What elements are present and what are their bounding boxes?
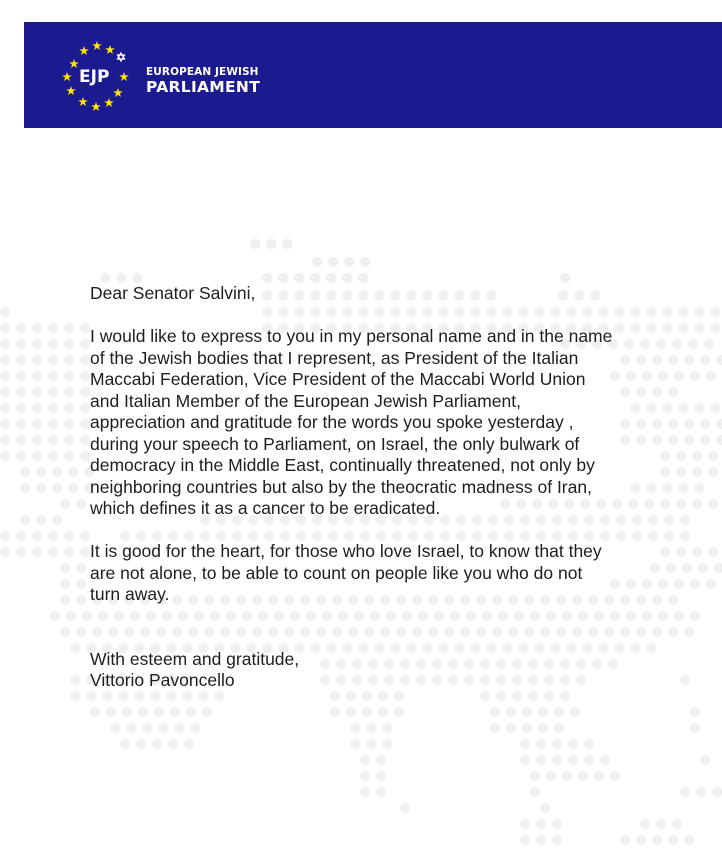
map-dot	[708, 499, 718, 509]
map-dot	[692, 547, 702, 557]
map-dot	[360, 771, 370, 781]
map-dot	[66, 611, 76, 621]
map-dot	[80, 547, 90, 557]
map-dot	[366, 739, 376, 749]
map-dot	[110, 723, 120, 733]
map-dot	[48, 419, 58, 429]
map-dot	[696, 787, 706, 797]
map-dot	[250, 239, 260, 249]
map-dot	[36, 515, 46, 525]
map-dot	[102, 691, 112, 701]
map-dot	[706, 579, 716, 589]
map-dot	[656, 819, 666, 829]
paragraph-line: and Italian Member of the European Jewish Parliament,	[90, 390, 521, 411]
map-dot	[16, 403, 26, 413]
map-dot	[712, 787, 722, 797]
map-dot	[330, 691, 340, 701]
map-dot	[522, 707, 532, 717]
map-dot	[52, 483, 62, 493]
map-dot	[32, 387, 42, 397]
map-dot	[0, 419, 10, 429]
closing: With esteem and gratitude,	[90, 648, 300, 669]
map-dot	[540, 803, 550, 813]
map-dot	[32, 355, 42, 365]
salutation: Dear Senator Salvini,	[90, 283, 256, 303]
map-dot	[700, 419, 710, 429]
map-dot	[184, 739, 194, 749]
map-dot	[48, 387, 58, 397]
map-dot	[190, 723, 200, 733]
map-dot	[652, 835, 662, 845]
map-dot	[552, 835, 562, 845]
paragraph-line: are not alone, to be able to count on people like you who do not	[90, 562, 583, 583]
map-dot	[0, 531, 10, 541]
map-dot	[76, 595, 86, 605]
paragraph-line: It is good for the heart, for those who love Israel, to know that they	[90, 541, 602, 561]
map-dot	[668, 835, 678, 845]
map-dot	[708, 451, 718, 461]
map-dot	[202, 707, 212, 717]
map-dot	[554, 707, 564, 717]
map-dot	[132, 273, 142, 283]
map-dot	[80, 403, 90, 413]
map-dot	[48, 435, 58, 445]
map-dot	[60, 579, 70, 589]
map-dot	[538, 723, 548, 733]
map-dot	[546, 771, 556, 781]
map-dot	[0, 355, 10, 365]
map-dot	[376, 787, 386, 797]
paragraph-line: during your speech to Parliament, on Israel, the only bulwark of	[90, 433, 580, 454]
eu-star-icon	[91, 102, 101, 111]
map-dot	[80, 387, 90, 397]
map-dot	[584, 755, 594, 765]
map-dot	[684, 835, 694, 845]
map-dot	[48, 531, 58, 541]
ejp-monogram: EJP	[79, 67, 110, 87]
map-dot	[32, 371, 42, 381]
map-dot	[378, 707, 388, 717]
map-dot	[536, 835, 546, 845]
map-dot	[536, 739, 546, 749]
map-dot	[16, 419, 26, 429]
map-dot	[690, 579, 700, 589]
brand-name-line2: PARLIAMENT	[146, 78, 261, 96]
map-dot	[116, 273, 126, 283]
map-dot	[698, 563, 708, 573]
map-dot	[394, 707, 404, 717]
map-dot	[16, 547, 26, 557]
map-dot	[378, 691, 388, 701]
map-dot	[64, 323, 74, 333]
map-dot	[680, 787, 690, 797]
paragraph-line: turn away.	[90, 584, 170, 604]
map-dot	[350, 723, 360, 733]
map-dot	[214, 691, 224, 701]
map-dot	[710, 323, 720, 333]
map-dot	[64, 531, 74, 541]
map-dot	[360, 755, 370, 765]
map-dot	[278, 273, 288, 283]
map-dot	[134, 691, 144, 701]
map-dot	[64, 419, 74, 429]
map-dot	[552, 755, 562, 765]
eu-star-icon	[119, 72, 129, 81]
map-dot	[48, 371, 58, 381]
map-dot	[80, 435, 90, 445]
map-dot	[694, 403, 704, 413]
map-dot	[362, 707, 372, 717]
paragraph-2	[90, 541, 690, 606]
map-dot	[294, 273, 304, 283]
map-dot	[560, 273, 570, 283]
map-dot	[704, 339, 714, 349]
map-dot	[690, 611, 700, 621]
map-dot	[560, 691, 570, 701]
map-dot	[620, 835, 630, 845]
map-dot	[48, 547, 58, 557]
map-dot	[584, 739, 594, 749]
map-dot	[710, 307, 720, 317]
map-dot	[700, 355, 710, 365]
map-dot	[48, 355, 58, 365]
map-dot	[32, 451, 42, 461]
map-dot	[394, 691, 404, 701]
map-dot	[506, 723, 516, 733]
map-dot	[350, 739, 360, 749]
map-dot	[64, 387, 74, 397]
map-dot	[0, 307, 10, 317]
map-dot	[536, 755, 546, 765]
map-dot	[154, 707, 164, 717]
map-dot	[198, 691, 208, 701]
map-dot	[342, 273, 352, 283]
map-dot	[64, 371, 74, 381]
map-dot	[282, 239, 292, 249]
paragraph-line: which defines it as a cancer to be eradicated.	[90, 498, 441, 518]
map-dot	[0, 435, 10, 445]
map-dot	[506, 707, 516, 717]
map-dot	[150, 691, 160, 701]
map-dot	[186, 707, 196, 717]
map-dot	[60, 563, 70, 573]
map-dot	[106, 707, 116, 717]
map-dot	[182, 691, 192, 701]
star-of-david-icon	[118, 53, 125, 61]
paragraph-line: neighboring countries but also by the theocratic madness of Iran,	[90, 476, 592, 497]
map-dot	[32, 531, 42, 541]
map-dot	[346, 707, 356, 717]
map-dot	[480, 691, 490, 701]
map-dot	[32, 547, 42, 557]
map-dot	[80, 371, 90, 381]
letter-body	[90, 283, 690, 692]
map-dot	[86, 691, 96, 701]
map-dot	[168, 739, 178, 749]
map-dot	[692, 467, 702, 477]
eu-star-icon	[113, 88, 123, 97]
map-dot	[376, 755, 386, 765]
map-dot	[714, 563, 722, 573]
map-dot	[568, 739, 578, 749]
map-dot	[708, 547, 718, 557]
map-dot	[0, 339, 10, 349]
map-dot	[20, 483, 30, 493]
map-dot	[366, 723, 376, 733]
map-dot	[530, 787, 540, 797]
map-dot	[610, 771, 620, 781]
eu-star-icon	[62, 72, 72, 81]
map-dot	[48, 451, 58, 461]
paragraph-line: appreciation and gratitude for the words you spoke yesterday ,	[90, 412, 574, 432]
eu-star-ring-icon	[58, 32, 146, 118]
eu-star-icon	[104, 98, 114, 107]
paragraph-line: I would like to express to you in my personal name and in the name	[90, 326, 613, 346]
map-dot	[16, 339, 26, 349]
map-dot	[174, 723, 184, 733]
map-dot	[716, 419, 722, 429]
eu-star-icon	[69, 59, 79, 68]
eu-star-icon	[66, 86, 76, 95]
map-dot	[64, 547, 74, 557]
paragraph-line: Maccabi Federation, Vice President of the Maccabi World Union	[90, 369, 586, 389]
paragraph-line: democracy in the Middle East, continually threatened, not only by	[90, 455, 595, 475]
letterhead-banner	[24, 22, 722, 128]
map-dot	[376, 771, 386, 781]
eu-star-icon	[105, 45, 115, 54]
map-dot	[76, 579, 86, 589]
map-dot	[48, 339, 58, 349]
map-dot	[512, 691, 522, 701]
map-dot	[360, 787, 370, 797]
map-dot	[0, 451, 10, 461]
map-dot	[118, 691, 128, 701]
map-dot	[570, 707, 580, 717]
map-dot	[36, 467, 46, 477]
map-dot	[554, 723, 564, 733]
map-dot	[16, 531, 26, 541]
map-dot	[80, 451, 90, 461]
map-dot	[50, 611, 60, 621]
map-dot	[716, 355, 722, 365]
map-dot	[16, 323, 26, 333]
map-dot	[536, 819, 546, 829]
map-dot	[158, 723, 168, 733]
map-dot	[400, 803, 410, 813]
map-dot	[490, 723, 500, 733]
map-dot	[166, 691, 176, 701]
map-dot	[310, 273, 320, 283]
map-dot	[346, 691, 356, 701]
ejp-logo	[58, 32, 278, 118]
map-dot	[64, 339, 74, 349]
map-dot	[640, 819, 650, 829]
map-dot	[544, 691, 554, 701]
map-dot	[520, 755, 530, 765]
map-dot	[522, 723, 532, 733]
map-dot	[490, 707, 500, 717]
map-dot	[266, 239, 276, 249]
map-dot	[0, 547, 10, 557]
map-dot	[16, 355, 26, 365]
map-dot	[80, 355, 90, 365]
map-dot	[600, 755, 610, 765]
map-dot	[142, 723, 152, 733]
map-dot	[706, 371, 716, 381]
map-dot	[692, 499, 702, 509]
map-dot	[552, 819, 562, 829]
brand-name-line1: EUROPEAN JEWISH	[146, 66, 259, 78]
map-dot	[700, 755, 710, 765]
map-dot	[100, 273, 110, 283]
map-dot	[578, 771, 588, 781]
map-dot	[136, 739, 146, 749]
map-dot	[80, 419, 90, 429]
map-dot	[70, 643, 80, 653]
map-dot	[48, 403, 58, 413]
map-dot	[60, 595, 70, 605]
map-dot	[16, 451, 26, 461]
map-dot	[80, 531, 90, 541]
map-dot	[694, 483, 704, 493]
map-dot	[538, 707, 548, 717]
paragraph-1	[90, 326, 690, 520]
map-dot	[80, 339, 90, 349]
paragraph-line: of the Jewish bodies that I represent, as President of the Italian	[90, 347, 579, 368]
map-dot	[64, 435, 74, 445]
map-dot	[528, 691, 538, 701]
map-dot	[138, 707, 148, 717]
map-dot	[68, 483, 78, 493]
map-dot	[48, 323, 58, 333]
map-dot	[562, 771, 572, 781]
map-dot	[262, 273, 272, 283]
map-dot	[126, 723, 136, 733]
map-dot	[360, 257, 370, 267]
map-dot	[700, 435, 710, 445]
map-dot	[52, 515, 62, 525]
map-dot	[530, 771, 540, 781]
map-dot	[636, 835, 646, 845]
map-dot	[382, 739, 392, 749]
map-dot	[694, 323, 704, 333]
map-dot	[0, 371, 10, 381]
map-dot	[16, 387, 26, 397]
map-dot	[0, 387, 10, 397]
map-dot	[36, 483, 46, 493]
map-dot	[170, 707, 180, 717]
map-dot	[152, 739, 162, 749]
map-dot	[32, 323, 42, 333]
map-dot	[520, 835, 530, 845]
map-dot	[694, 307, 704, 317]
map-dot	[0, 403, 10, 413]
map-dot	[32, 435, 42, 445]
map-dot	[520, 739, 530, 749]
map-dot	[362, 691, 372, 701]
map-dot	[70, 675, 80, 685]
map-dot	[594, 771, 604, 781]
map-dot	[0, 323, 10, 333]
map-dot	[76, 499, 86, 509]
map-dot	[76, 627, 86, 637]
map-dot	[328, 257, 338, 267]
map-dot	[64, 451, 74, 461]
eu-star-icon	[78, 97, 88, 106]
map-dot	[60, 499, 70, 509]
map-dot	[32, 419, 42, 429]
map-dot	[326, 273, 336, 283]
map-dot	[672, 819, 682, 829]
map-dot	[20, 515, 30, 525]
eu-star-icon	[79, 46, 89, 55]
map-dot	[690, 723, 700, 733]
map-dot	[120, 739, 130, 749]
map-dot	[344, 257, 354, 267]
map-dot	[64, 355, 74, 365]
map-dot	[68, 467, 78, 477]
map-dot	[16, 435, 26, 445]
map-dot	[312, 257, 322, 267]
map-dot	[690, 707, 700, 717]
map-dot	[64, 403, 74, 413]
map-dot	[80, 323, 90, 333]
map-dot	[692, 451, 702, 461]
map-dot	[76, 563, 86, 573]
map-dot	[70, 691, 80, 701]
map-dot	[32, 403, 42, 413]
map-dot	[690, 371, 700, 381]
map-dot	[568, 755, 578, 765]
map-dot	[20, 467, 30, 477]
map-dot	[52, 467, 62, 477]
map-dot	[708, 467, 718, 477]
map-dot	[358, 273, 368, 283]
map-dot	[552, 739, 562, 749]
map-dot	[32, 339, 42, 349]
map-dot	[520, 819, 530, 829]
map-dot	[382, 723, 392, 733]
map-dot	[330, 707, 340, 717]
map-dot	[60, 627, 70, 637]
signature: Vittorio Pavoncello	[90, 670, 235, 690]
map-dot	[90, 707, 100, 717]
map-dot	[716, 435, 722, 445]
map-dot	[710, 403, 720, 413]
map-dot	[496, 691, 506, 701]
map-dot	[122, 707, 132, 717]
map-dot	[16, 371, 26, 381]
eu-star-icon	[92, 41, 102, 50]
